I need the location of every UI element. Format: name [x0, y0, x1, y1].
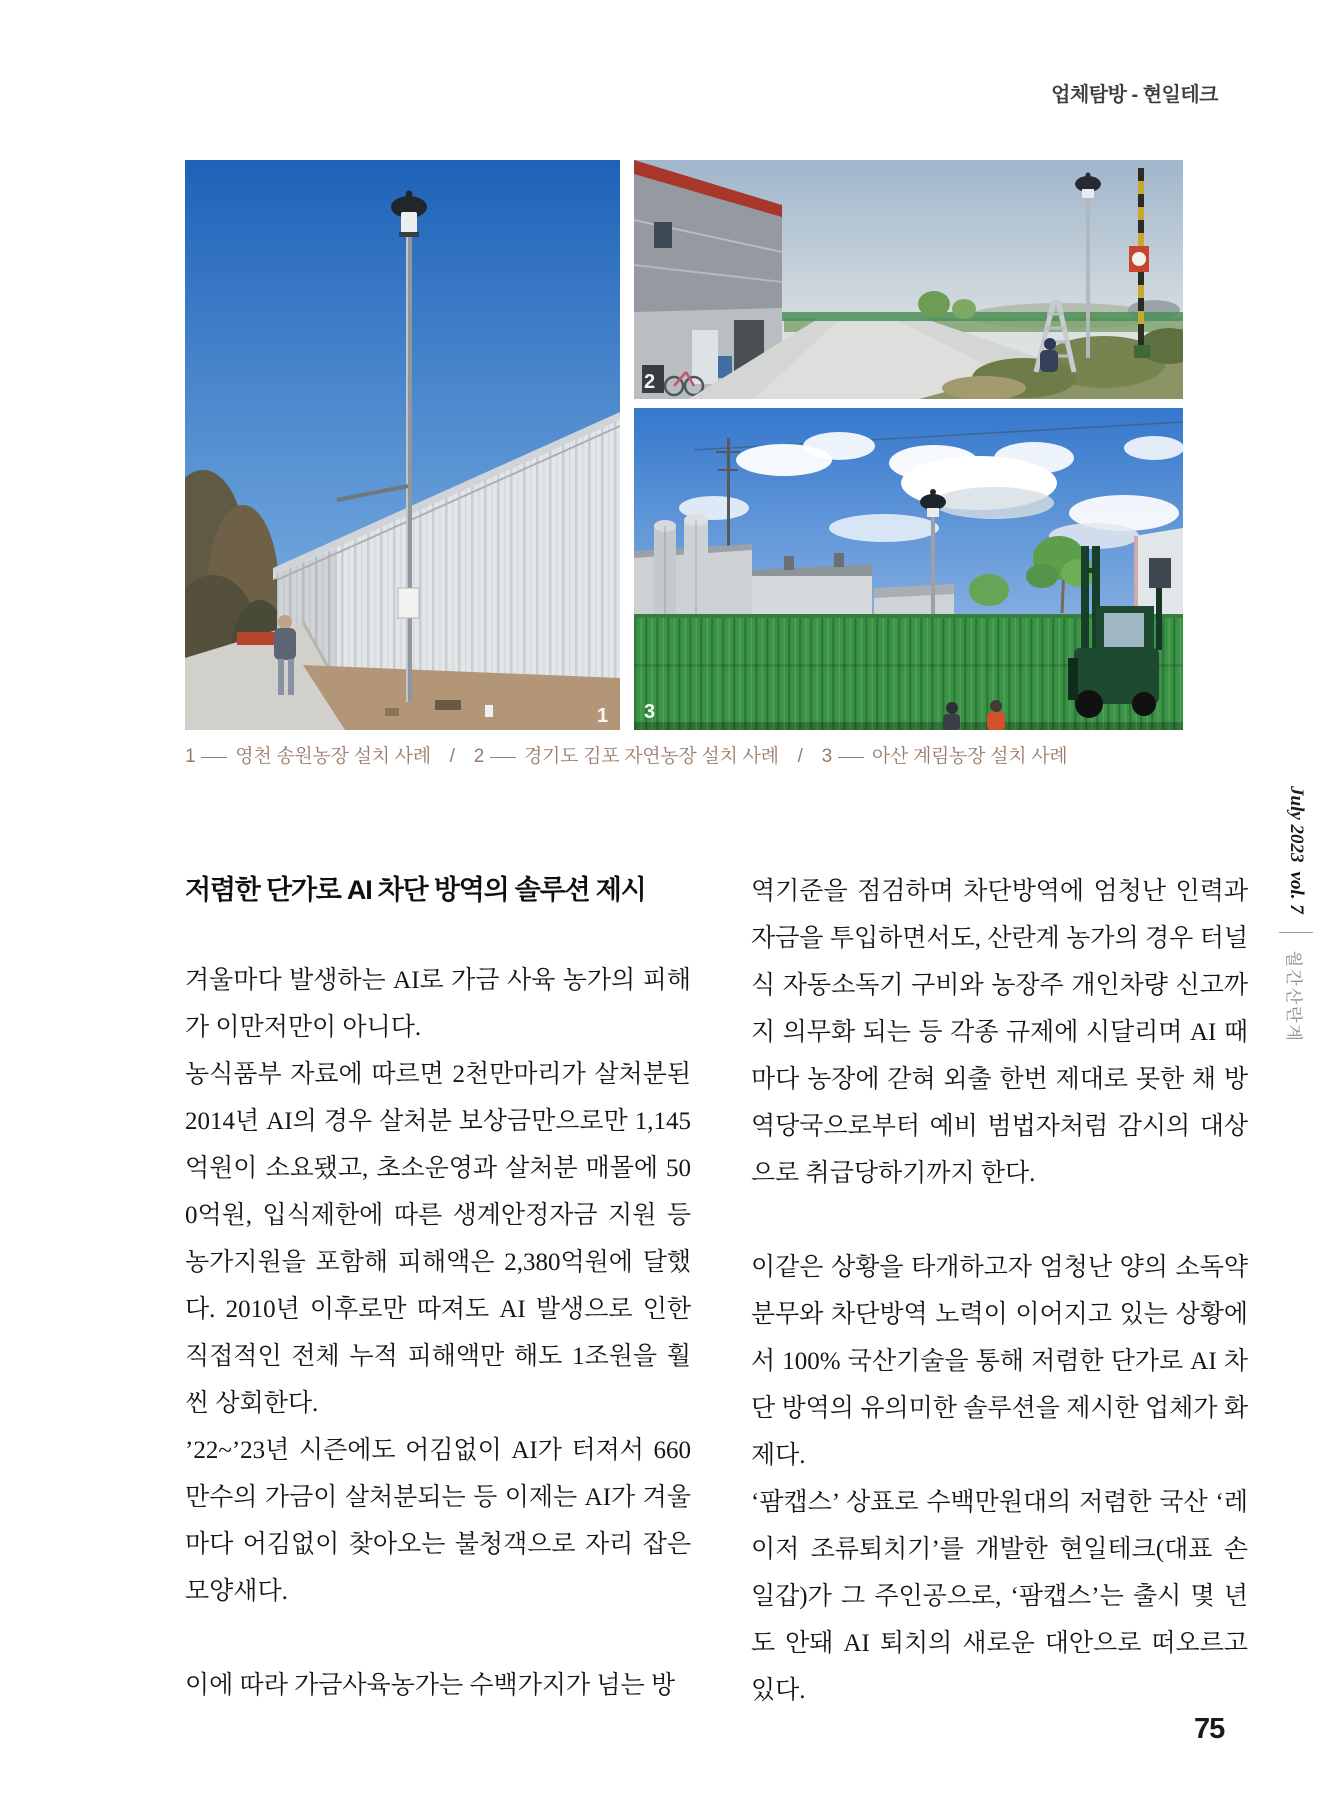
sidebar-issue-date: July 2023	[1286, 786, 1307, 863]
caption-text: 영천 송원농장 설치 사례	[235, 746, 431, 767]
caption-item-3	[822, 741, 1068, 768]
photo-2-gimpo-farm	[634, 160, 1183, 399]
photo-number-label: 1	[597, 705, 609, 727]
article-paragraph: 이같은 상황을 타개하고자 엄청난 양의 소독약 분무와 차단방역 노력이 이어지고 있는 상황에서 100% 국산기술을 통해 저렴한 단가로 AI 차단 방역의 유의미한 솔루션을 제시한 업체가 화제다.	[751, 1254, 1248, 1469]
sidebar-divider	[1279, 932, 1313, 933]
article-paragraph: ‘팜캡스’ 상표로 수백만원대의 저렴한 국산 ‘레이저 조류퇴치기’를 개발한 현일테크(대표 손일갑)가 그 주인공으로, ‘팜캡스’는 출시 몇 년도 안돼 AI 퇴치의 새로운 대안으로 떠오르고 있다.	[751, 1489, 1248, 1704]
section-header-label: 업체탐방 - 현일테크	[1051, 84, 1218, 106]
caption-separator: /	[449, 746, 455, 767]
caption-item-1	[185, 741, 431, 768]
caption-item-2	[474, 741, 779, 768]
caption-underline	[838, 757, 864, 758]
photo-3-asan-farm	[634, 408, 1183, 730]
photo-number-label: 2	[644, 371, 656, 393]
edge-sidebar	[1279, 786, 1313, 1043]
caption-text: 경기도 김포 자연농장 설치 사례	[524, 746, 779, 767]
photo-caption	[185, 741, 1190, 768]
photo-2-illustration	[634, 160, 1183, 399]
article-paragraph: 이에 따라 가금사육농가는 수백가지가 넘는 방	[185, 1672, 676, 1699]
sidebar-magazine-name: 월간산란계	[1284, 950, 1304, 1043]
article-heading: 저렴한 단가로 AI 차단 방역의 솔루션 제시	[185, 875, 646, 905]
caption-text: 아산 계림농장 설치 사례	[871, 746, 1068, 767]
photo-1-illustration	[185, 160, 620, 730]
page-number: 75	[1194, 1713, 1225, 1745]
photo-3-illustration	[634, 408, 1183, 730]
article-left-column	[185, 872, 691, 1709]
caption-number: 1	[185, 746, 196, 767]
caption-separator: /	[797, 746, 803, 767]
sidebar-volume: vol. 7	[1286, 871, 1307, 914]
photo-1-yeongcheon-farm	[185, 160, 620, 730]
caption-number: 2	[473, 746, 484, 767]
article-paragraph: 겨울마다 발생하는 AI로 가금 사육 농가의 피해가 이만저만이 아니다.	[185, 967, 691, 1041]
photo-number-label: 3	[644, 701, 656, 723]
article-paragraph: 농식품부 자료에 따르면 2천만마리가 살처분된 2014년 AI의 경우 살처분 보상금만으로만 1,145억원이 소요됐고, 초소운영과 살처분 매몰에 500억원, 입식제한에 따른 생계안정자금 지원 등 농가지원을 포함해 피해액은 2,380억원에 달했다. 2010년 이후로만 따져도 AI 발생으로 인한 직접적인 전체 누적 피해액만 해도 1조원을 훨씬 상회한다.	[185, 1061, 691, 1417]
caption-number: 3	[821, 746, 832, 767]
caption-underline	[201, 757, 227, 758]
article-paragraph: ’22~’23년 시즌에도 어김없이 AI가 터져서 660만수의 가금이 살처분되는 등 이제는 AI가 겨울마다 어김없이 찾아오는 불청객으로 자리 잡은 모양새다.	[185, 1437, 691, 1605]
caption-underline	[490, 757, 516, 758]
article-paragraph: 역기준을 점검하며 차단방역에 엄청난 인력과 자금을 투입하면서도, 산란계 농가의 경우 터널식 자동소독기 구비와 농장주 개인차량 신고까지 의무화 되는 등 각종 규제에 시달리며 AI 때마다 농장에 갇혀 외출 한번 제대로 못한 채 방역당국으로부터 예비 범법자처럼 감시의 대상으로 취급당하기까지 한다.	[751, 878, 1248, 1187]
article-right-column	[751, 868, 1248, 1714]
